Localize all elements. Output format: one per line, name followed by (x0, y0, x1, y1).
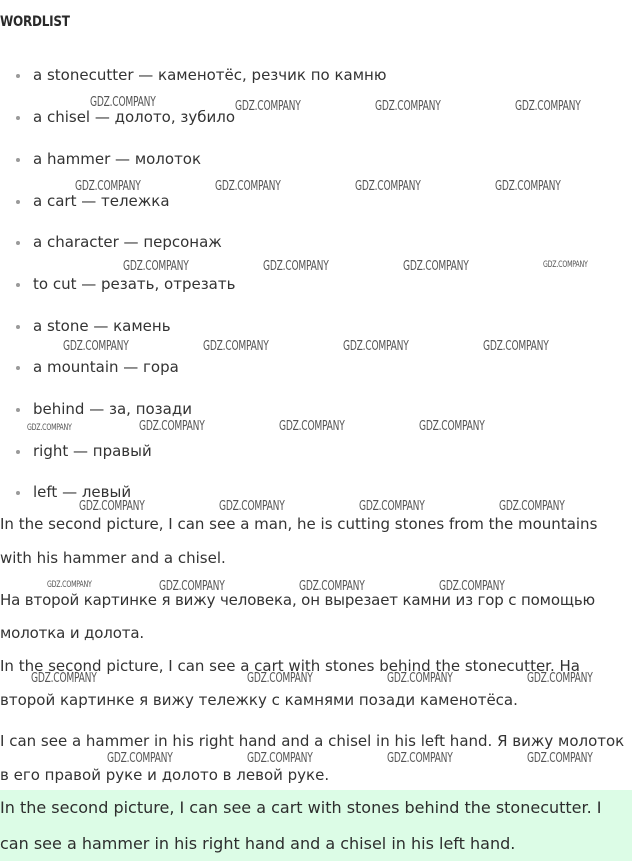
watermark: GDZ.COMPANY (343, 339, 409, 354)
watermark: GDZ.COMPANY (247, 671, 313, 686)
watermark: GDZ.COMPANY (279, 419, 345, 434)
paragraph-russian-1: На второй картинке я вижу человека, он вырезает камни из гор с помощью молотка и долота. (0, 591, 595, 642)
paragraph-english-1: In the second picture, I can see a man, he is cutting stones from the mountains with his hammer and a chisel. (0, 515, 598, 567)
watermark: GDZ.COMPANY (247, 751, 313, 766)
wordlist-item: behind — за, позади (33, 400, 192, 418)
wordlist-item: left — левый (33, 483, 132, 501)
watermark: GDZ.COMPANY (495, 179, 561, 194)
watermark: GDZ.COMPANY (499, 499, 565, 514)
watermark: GDZ.COMPANY (47, 580, 92, 590)
watermark: GDZ.COMPANY (299, 579, 365, 594)
watermark: GDZ.COMPANY (355, 179, 421, 194)
paragraph-mixed-2: In the second picture, I can see a cart with stones behind the stonecutter. На второй картинке я вижу тележку с камнями позади каменотёса. (0, 657, 580, 709)
watermark: GDZ.COMPANY (235, 99, 301, 114)
watermark: GDZ.COMPANY (79, 499, 145, 514)
watermark: GDZ.COMPANY (139, 419, 205, 434)
wordlist-item: a mountain — гора (33, 358, 179, 376)
watermark: GDZ.COMPANY (123, 259, 189, 274)
watermark: GDZ.COMPANY (387, 751, 453, 766)
watermark: GDZ.COMPANY (203, 339, 269, 354)
watermark: GDZ.COMPANY (63, 339, 129, 354)
watermark: GDZ.COMPANY (219, 499, 285, 514)
watermark: GDZ.COMPANY (387, 671, 453, 686)
answer-box (0, 790, 632, 861)
wordlist-item: a hammer — молоток (33, 150, 202, 168)
watermark: GDZ.COMPANY (403, 259, 469, 274)
answer-text: In the second picture, I can see a cart with stones behind the stonecutter. I can see a hammer in his right hand and a chisel in his left hand. (0, 798, 602, 853)
watermark: GDZ.COMPANY (543, 260, 588, 270)
watermark: GDZ.COMPANY (90, 95, 156, 110)
watermark: GDZ.COMPANY (439, 579, 505, 594)
watermark: GDZ.COMPANY (419, 419, 485, 434)
wordlist-item: to cut — резать, отрезать (33, 275, 236, 293)
watermark: GDZ.COMPANY (483, 339, 549, 354)
wordlist-item: a cart — тележка (33, 192, 170, 210)
watermark: GDZ.COMPANY (27, 423, 72, 433)
watermark: GDZ.COMPANY (31, 671, 97, 686)
paragraph-mixed-3: I can see a hammer in his right hand and a chisel in his left hand. Я вижу молоток в его правой руке и долото в левой руке. (0, 732, 625, 784)
wordlist-item: right — правый (33, 442, 152, 460)
watermark: GDZ.COMPANY (75, 179, 141, 194)
watermark: GDZ.COMPANY (159, 579, 225, 594)
wordlist-item: a stone — камень (33, 317, 171, 335)
watermark: GDZ.COMPANY (215, 179, 281, 194)
watermark: GDZ.COMPANY (263, 259, 329, 274)
wordlist-item: a character — персонаж (33, 233, 222, 251)
wordlist-item: a chisel — долото, зубило (33, 108, 236, 126)
wordlist-item: a stonecutter — каменотёс, резчик по камню (33, 66, 387, 84)
watermark: GDZ.COMPANY (375, 99, 441, 114)
watermark: GDZ.COMPANY (107, 751, 173, 766)
watermark: GDZ.COMPANY (527, 671, 593, 686)
watermark: GDZ.COMPANY (515, 99, 581, 114)
wordlist-heading: WORDLIST (0, 14, 70, 30)
watermark: GDZ.COMPANY (527, 751, 593, 766)
watermark: GDZ.COMPANY (359, 499, 425, 514)
